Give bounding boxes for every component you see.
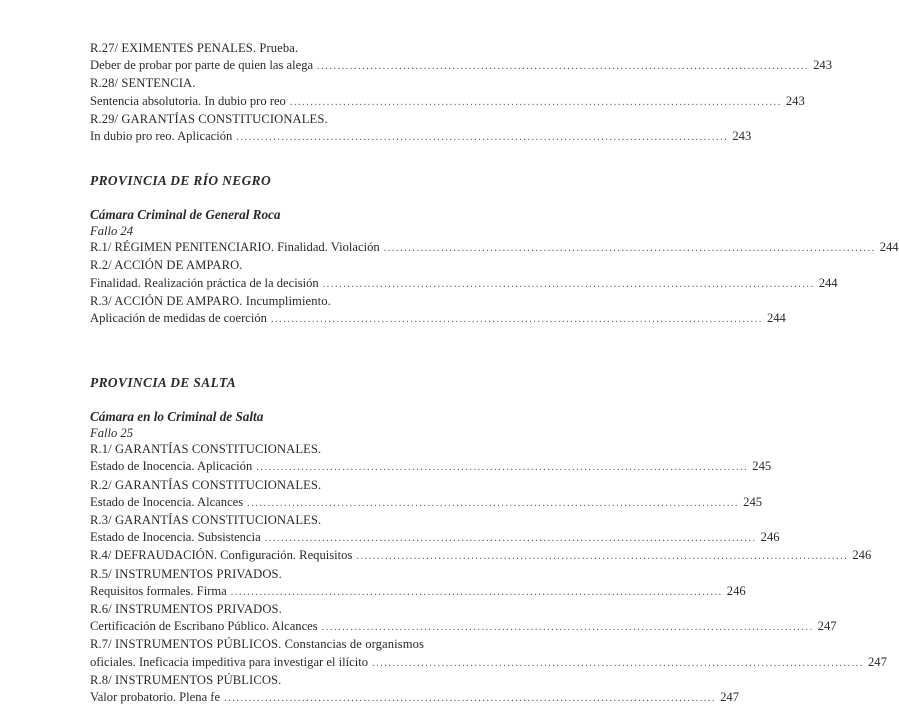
leader-dots: ........................................................................................................................: [247, 497, 740, 509]
index-entry: [90, 239, 899, 257]
page-number: 244: [879, 240, 899, 255]
index-entry: [90, 93, 805, 111]
page-number: 243: [785, 93, 805, 108]
leader-dots: ........................................................................................................................: [230, 586, 723, 598]
page-number: 244: [766, 311, 786, 326]
page-number: 246: [852, 548, 872, 563]
index-entry: [90, 689, 739, 707]
entry-heading: R.7/ INSTRUMENTOS PÚBLICOS. Constancias de organismos: [90, 637, 425, 652]
index-entry: [90, 57, 832, 75]
entry-text: Aplicación de medidas de coerción: [90, 311, 267, 326]
page-number: 245: [743, 494, 763, 509]
index-entry: [90, 275, 838, 293]
index-entry: [90, 583, 746, 601]
entry-text: R.4/ DEFRAUDACIÓN. Configuración. Requisitos: [90, 548, 353, 563]
leader-dots: ........................................................................................................................: [317, 61, 810, 73]
page-number: 247: [720, 690, 739, 705]
leader-dots: ........................................................................................................................: [321, 622, 814, 634]
index-content: [90, 40, 899, 707]
entry-heading: R.1/ GARANTÍAS CONSTITUCIONALES.: [90, 442, 322, 457]
entry-heading: R.2/ ACCIÓN DE AMPARO.: [90, 258, 243, 273]
court-heading: Cámara en lo Criminal de Salta: [90, 409, 264, 425]
fallo-label: Fallo 25: [90, 426, 134, 441]
entry-text: oficiales. Ineficacia impeditiva para investigar el ilícito: [90, 654, 368, 669]
index-entry: [90, 310, 786, 328]
entry-heading: R.5/ INSTRUMENTOS PRIVADOS.: [90, 566, 282, 581]
entry-text: Sentencia absolutoria. In dubio pro reo: [90, 93, 286, 108]
index-entry: [90, 458, 772, 476]
entry-text: R.1/ RÉGIMEN PENITENCIARIO. Finalidad. Violación: [90, 240, 380, 255]
entry-text: Requisitos formales. Firma: [90, 583, 227, 598]
province-heading: PROVINCIA DE RÍO NEGRO: [90, 173, 272, 189]
index-entry: [90, 494, 763, 512]
entry-text: Finalidad. Realización práctica de la decisión: [90, 275, 319, 290]
leader-dots: ........................................................................................................................: [322, 278, 815, 290]
page-number: 244: [818, 275, 838, 290]
page-number: 246: [726, 583, 746, 598]
entry-text: Deber de probar por parte de quien las alega: [90, 58, 314, 73]
page-number: 247: [817, 619, 837, 634]
page-number: 243: [732, 129, 752, 144]
province-heading: PROVINCIA DE SALTA: [90, 375, 237, 391]
leader-dots: ........................................................................................................................: [264, 533, 757, 545]
index-entry: [90, 128, 752, 146]
court-heading: Cámara Criminal de General Roca: [90, 207, 281, 223]
index-entry: [90, 618, 837, 636]
leader-dots: ........................................................................................................................: [383, 243, 876, 255]
leader-dots: ........................................................................................................................: [224, 693, 717, 705]
leader-dots: ........................................................................................................................: [256, 462, 749, 474]
entry-heading: R.29/ GARANTÍAS CONSTITUCIONALES.: [90, 111, 328, 126]
leader-dots: ........................................................................................................................: [270, 314, 763, 326]
page-number: 246: [760, 530, 780, 545]
index-entry: [90, 529, 780, 547]
entry-text: Valor probatorio. Plena fe: [90, 690, 221, 705]
entry-heading: R.8/ INSTRUMENTOS PÚBLICOS.: [90, 672, 282, 687]
entry-heading: R.3/ ACCIÓN DE AMPARO. Incumplimiento.: [90, 293, 331, 308]
entry-heading: R.28/ SENTENCIA.: [90, 76, 196, 91]
entry-text: Estado de Inocencia. Alcances: [90, 494, 244, 509]
entry-text: In dubio pro reo. Aplicación: [90, 129, 233, 144]
entry-text: Certificación de Escribano Público. Alcances: [90, 619, 318, 634]
page-number: 247: [868, 654, 887, 669]
leader-dots: ........................................................................................................................: [356, 551, 849, 563]
page-number: 245: [752, 459, 772, 474]
entry-heading: R.3/ GARANTÍAS CONSTITUCIONALES.: [90, 513, 322, 528]
entry-text: Estado de Inocencia. Subsistencia: [90, 530, 261, 545]
entry-heading: R.6/ INSTRUMENTOS PRIVADOS.: [90, 602, 282, 617]
leader-dots: ........................................................................................................................: [289, 96, 782, 108]
entry-heading: R.27/ EXIMENTES PENALES. Prueba.: [90, 41, 299, 55]
index-entry: [90, 547, 872, 565]
leader-dots: ........................................................................................................................: [372, 657, 864, 669]
entry-heading: R.2/ GARANTÍAS CONSTITUCIONALES.: [90, 477, 322, 492]
leader-dots: ........................................................................................................................: [236, 132, 729, 144]
entry-text: Estado de Inocencia. Aplicación: [90, 459, 253, 474]
index-entry: [90, 654, 887, 672]
page-number: 243: [813, 58, 832, 73]
fallo-label: Fallo 24: [90, 224, 134, 239]
